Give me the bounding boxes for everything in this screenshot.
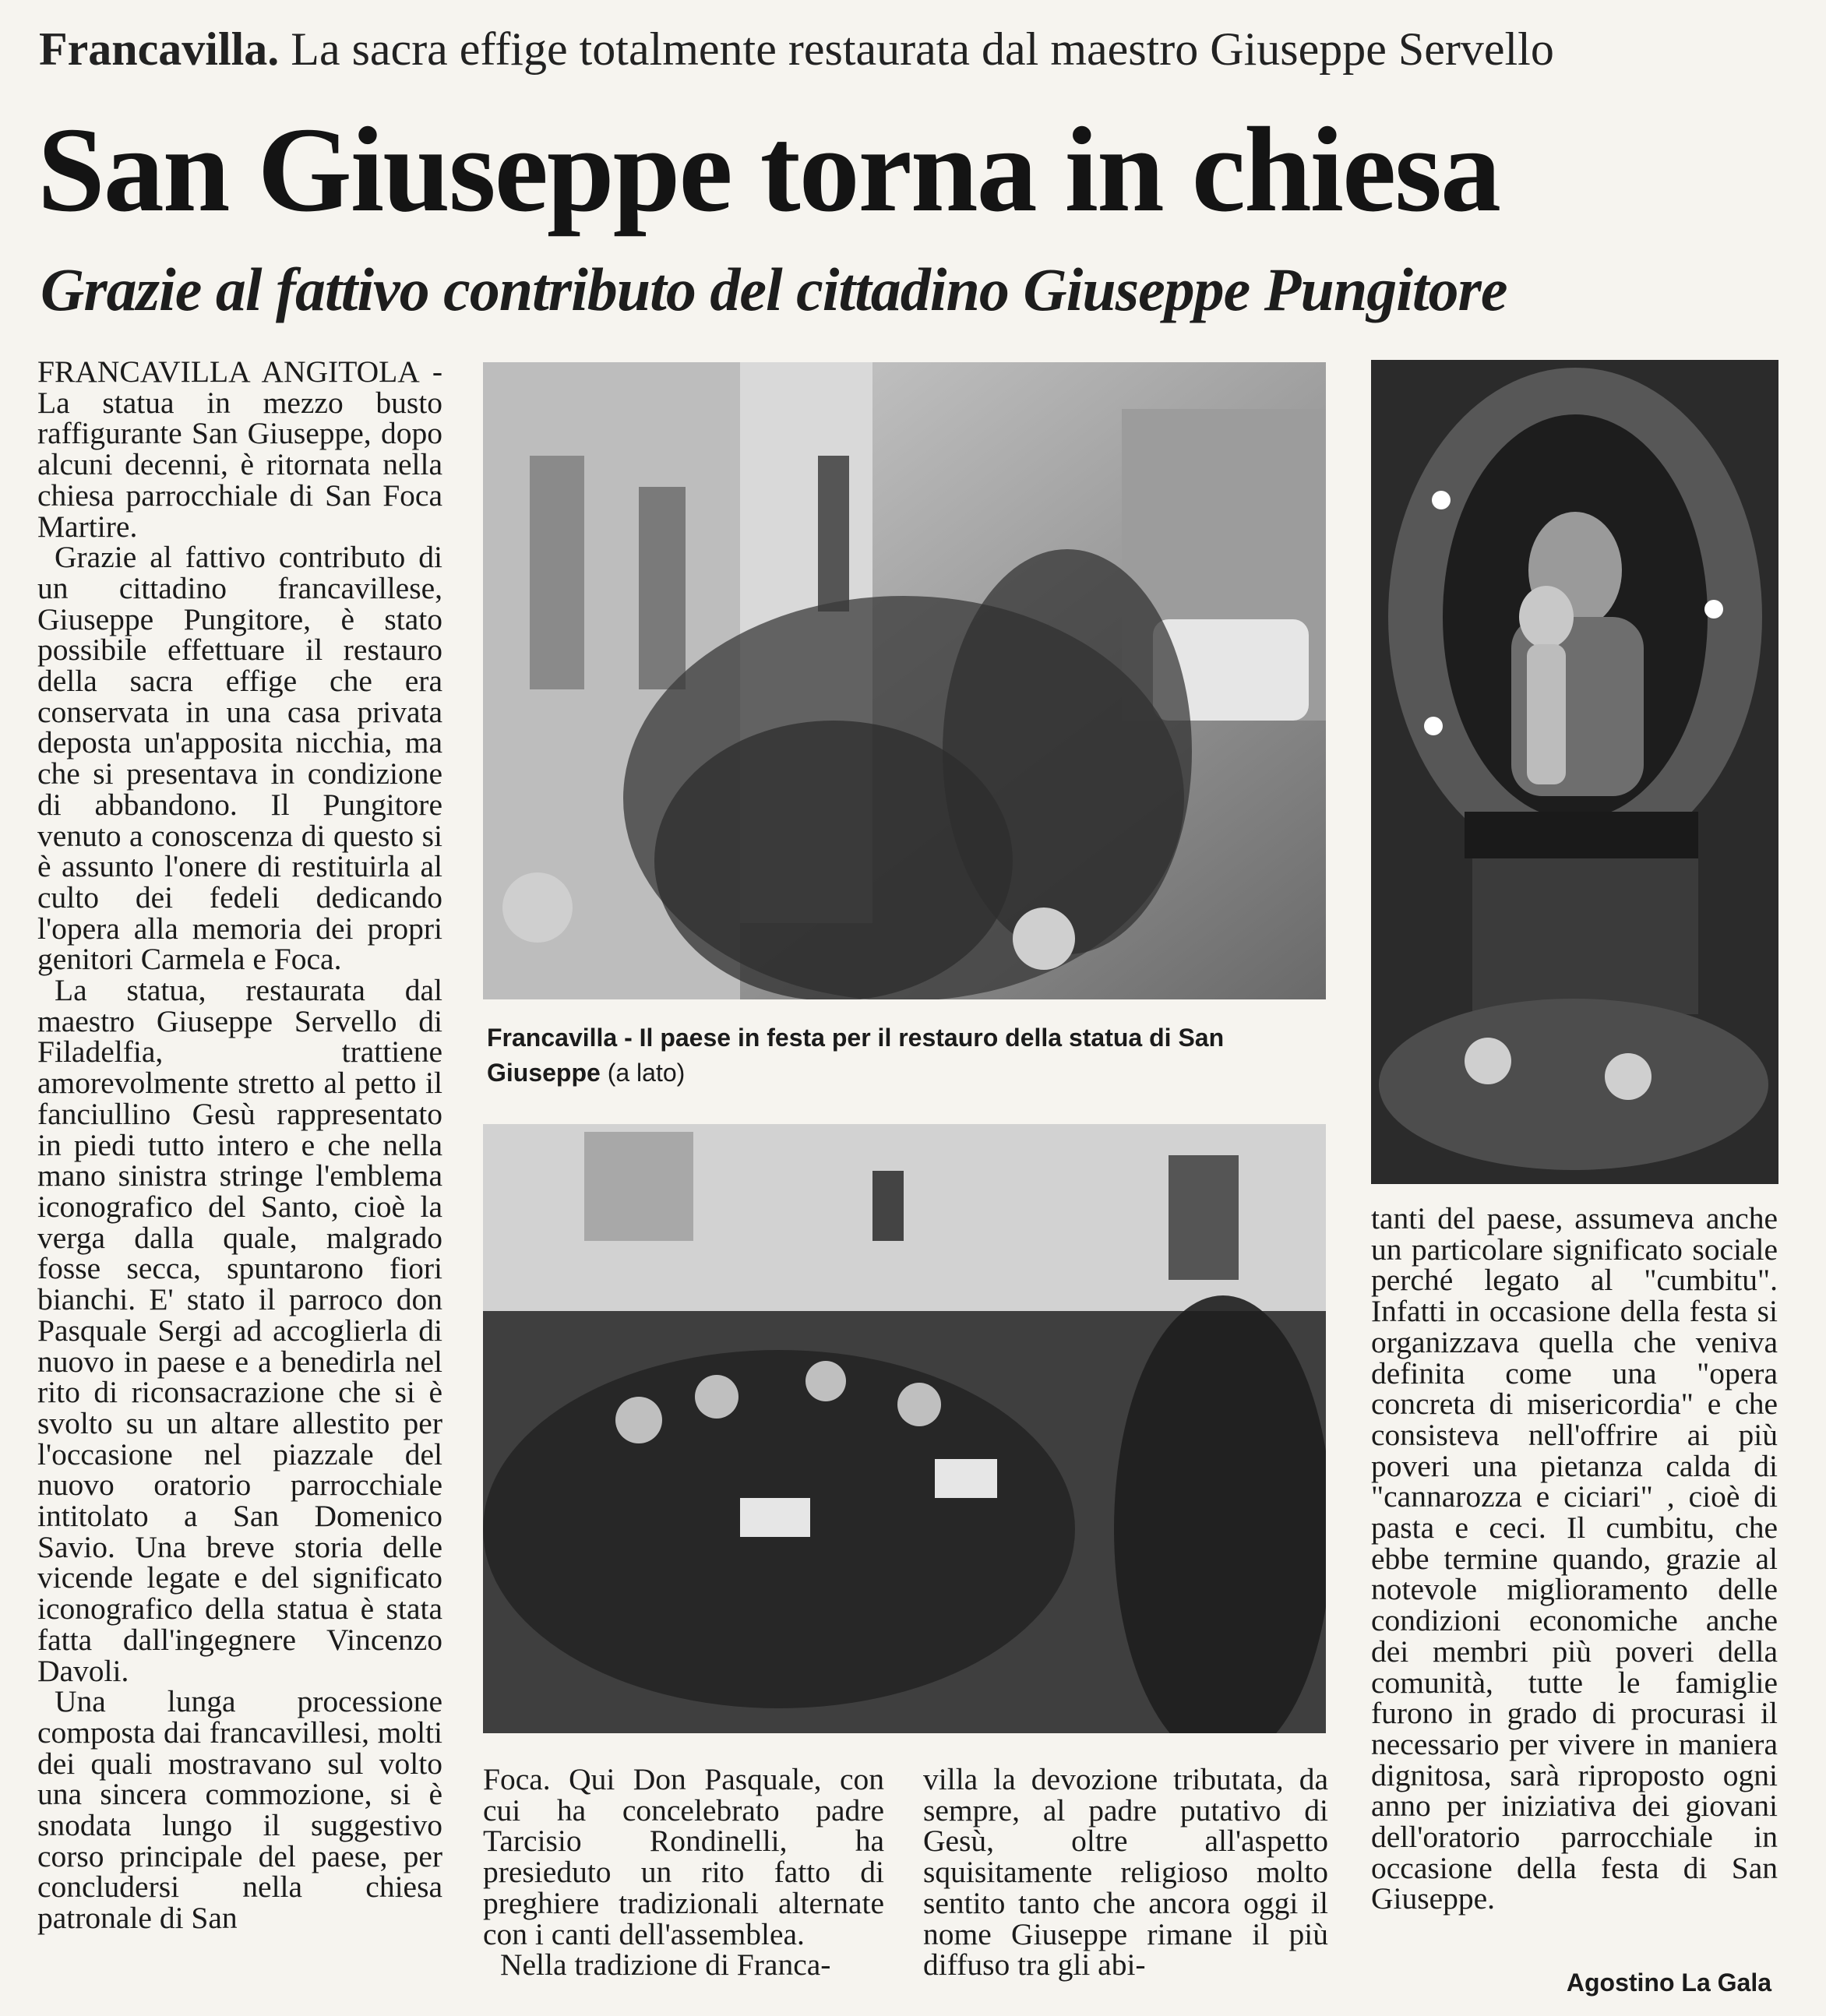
article-column-2 bbox=[483, 1764, 884, 1990]
article-column-4 bbox=[1371, 1201, 1778, 1967]
paragraph: tanti del paese, assumeva anche un particolare significato sociale perché legato al "cumbitu". Infatti in occasione della festa si organizzava quella che veniva definita come una "opera concreta di misericordia" e che consisteva nell'offrire ai più poveri una pietanza calda di "cannarozza e ciciari" , cioè di pasta e ceci. Il cumbitu, che ebbe termine quando, grazie al notevole miglioramento delle condizioni economiche anche dei membri più poveri della comunità, tutte le famiglie furono in grado di procurasi il necessario per vivere in maniera dignitosa, sarà riproposto ogni anno per iniziativa dei giovani dell'oratorio parrocchiale in occasione della festa di San Giuseppe. bbox=[1371, 1201, 1778, 1916]
paragraph: Grazie al fattivo contributo di un cittadino francavillese, Giuseppe Pungitore, è stato possibile effettuare il restauro della sacra effige che era conservata in una casa privata deposta un'apposita nicchia, ma che si presentava in condizione di abbandono. Il Pungitore venuto a conoscenza di questo si è assunto l'onere di restituirla al culto dei fedeli dedicando l'opera alla memoria dei propri genitori Carmela e Foca. bbox=[37, 540, 442, 977]
statue-photo bbox=[1371, 360, 1778, 1184]
caption-note: (a lato) bbox=[607, 1059, 686, 1087]
subheadline: Grazie al fattivo contributo del cittadino Giuseppe Pungitore bbox=[41, 256, 1507, 323]
author-signature: Agostino La Gala bbox=[1566, 1968, 1771, 1997]
kicker bbox=[39, 22, 1792, 76]
paragraph: Nella tradizione di Franca- bbox=[500, 1947, 831, 1983]
paragraph: Foca. Qui Don Pasquale, con cui ha concelebrato padre Tarcisio Rondinelli, ha presieduto un rito fatto di preghiere tradizionali alternate con i canti dell'assemblea. bbox=[483, 1762, 884, 1951]
paragraph: villa la devozione tributata, da sempre, al padre putativo di Gesù, oltre all'aspetto squisitamente religioso molto sentito tanto che ancora oggi il nome Giuseppe rimane il più diffuso tra gli abi- bbox=[923, 1762, 1328, 1983]
photo-caption bbox=[487, 1020, 1313, 1098]
paragraph: Una lunga processione composta dai francavillesi, molti dei quali mostravano sul volto una sincera commozione, si è snodata lungo il suggestivo corso principale del paese, per concludersi nella chiesa patronale di San bbox=[37, 1684, 442, 1936]
kicker-place: Francavilla. bbox=[39, 23, 280, 75]
kicker-text: La sacra effige totalmente restaurata dal maestro Giuseppe Servello bbox=[291, 23, 1554, 75]
street-procession-photo bbox=[483, 362, 1326, 999]
headline: San Giuseppe torna in chiesa bbox=[37, 102, 1500, 237]
article-column-1 bbox=[37, 354, 442, 1993]
church-congregation-photo bbox=[483, 1124, 1326, 1733]
article-column-3 bbox=[923, 1764, 1328, 1990]
paragraph: La statua, restaurata dal maestro Giuseppe Servello di Filadelfia, trattiene amorevolmente stretto al petto il fanciullino Gesù rappresentato in piedi tutto intero e che nella mano sinistra stringe l'emblema iconografico del Santo, cioè la verga dalla quale, malgrado fosse secca, spuntarono fiori bianchi. E' stato il parroco don Pasquale Sergi ad accoglierla di nuovo in paese e a benedirla nel rito di riconsacrazione che si è svolto su un altare allestito per l'occasione nel piazzale del nuovo oratorio parrocchiale intitolato a San Domenico Savio. Una breve storia delle vicende legate e del significato iconografico della statua è stata fatta dall'ingegnere Vincenzo Davoli. bbox=[37, 973, 442, 1688]
paragraph: FRANCAVILLA ANGITOLA - La statua in mezzo busto raffigurante San Giuseppe, dopo alcuni decenni, è ritornata nella chiesa parrocchiale di San Foca Martire. bbox=[37, 354, 442, 544]
caption-text: Francavilla - Il paese in festa per il restauro della statua di San Giuseppe bbox=[487, 1024, 1225, 1087]
